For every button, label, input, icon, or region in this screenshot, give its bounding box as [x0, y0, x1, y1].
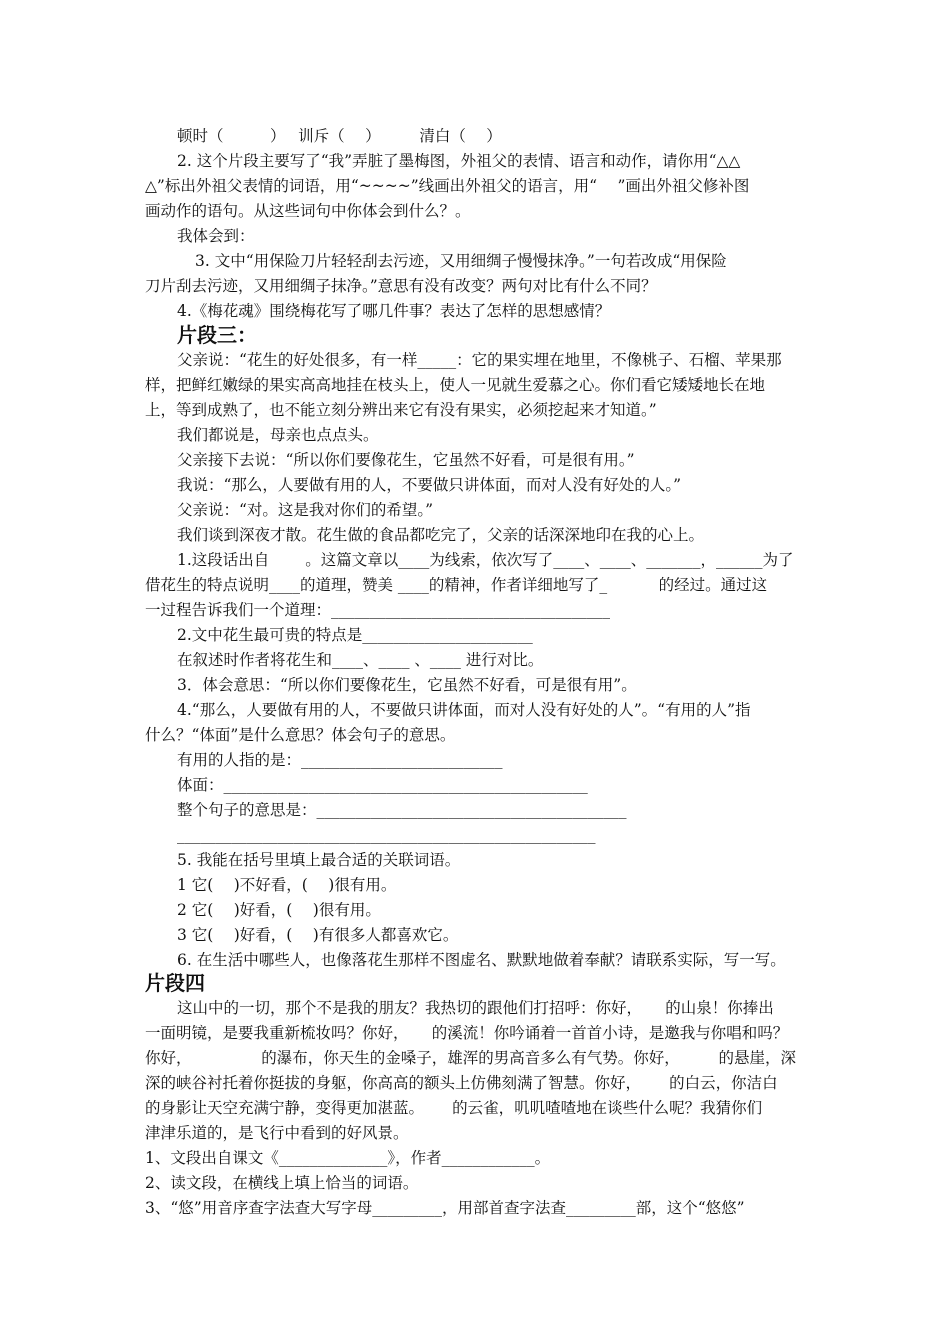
- text-line: 顿时（ ） 训斥（ ） 清白（ ）: [177, 127, 502, 145]
- question-line: 2 它( )好看，( )很有用。: [177, 901, 381, 919]
- text-line: 父亲接下去说：“所以你们要像花生，它虽然不好看，可是很有用。”: [177, 451, 635, 469]
- text-line: 3. 文中“用保险刀片轻轻刮去污迹，又用细绸子慢慢抹净。”一句若改成“用保险: [195, 252, 727, 270]
- question-line: 借花生的特点说明____的道理，赞美 ____的精神，作者详细地写了_ 的经过。通过这: [145, 576, 768, 594]
- text-line: 津津乐道的，是飞行中看到的好风景。: [145, 1124, 409, 1142]
- text-line: 深的峡谷衬托着你挺拔的身躯，你高高的额头上仿佛刻满了智慧。你好， 的白云，你洁白: [145, 1074, 778, 1092]
- text-line: 父亲说：“花生的好处很多，有一样_____：它的果实埋在地里，不像桃子、石榴、苹果那: [177, 351, 782, 369]
- text-line: 刀片刮去污迹，又用细绸子抹净。”意思有没有改变？两句对比有什么不同？: [145, 277, 657, 295]
- question-line: 什么？“体面”是什么意思？体会句子的意思。: [145, 726, 456, 744]
- text-line: 画动作的语句。从这些词句中你体会到什么？。: [145, 202, 471, 220]
- question-line: 1.这段话出自 。这篇文章以____为线索，依次写了____、____、_______，______为了: [177, 551, 794, 569]
- section-title: 片段三：: [177, 323, 257, 347]
- text-line: 样，把鲜红嫩绿的果实高高地挂在枝头上，使人一见就生爱慕之心。你们看它矮矮地长在地: [145, 376, 766, 394]
- answer-line: 整个句子的意思是：________________________________________: [177, 801, 627, 819]
- question-line: 一过程告诉我们一个道理：____________________________________: [145, 601, 611, 619]
- question-line: 3、“悠”用音序查字法查大写字母_________，用部首查字法查_________部，这个“悠悠”: [145, 1199, 745, 1217]
- answer-line: 有用的人指的是：__________________________: [177, 751, 503, 769]
- text-line: 2. 这个片段主要写了“我”弄脏了墨梅图，外祖父的表情、语言和动作，请你用“△△: [177, 152, 741, 170]
- answer-line: ______________________________________________________: [177, 826, 596, 844]
- answer-line: 体面：_______________________________________________: [177, 776, 588, 794]
- question-line: 2、读文段，在横线上填上恰当的词语。: [145, 1174, 419, 1192]
- question-line: 1 它( )不好看，( )很有用。: [177, 876, 397, 894]
- text-line: 4.《梅花魂》围绕梅花写了哪几件事？表达了怎样的思想感情？: [177, 302, 611, 320]
- text-line: 的身影让天空充满宁静，变得更加湛蓝。 的云雀，叽叽喳喳地在谈些什么呢？我猜你们: [145, 1099, 763, 1117]
- text-line: 我说：“那么，人要做有用的人，不要做只讲体面，而对人没有好处的人。”: [177, 476, 682, 494]
- question-line: 在叙述时作者将花生和____、____ 、____ 进行对比。: [177, 651, 544, 669]
- question-line: 4.“那么，人要做有用的人，不要做只讲体面，而对人没有好处的人”。“有用的人”指: [177, 701, 751, 719]
- question-line: 5. 我能在括号里填上最合适的关联词语。: [177, 851, 461, 869]
- section-title: 片段四: [145, 971, 205, 995]
- text-line: △”标出外祖父表情的词语，用“~~~~”线画出外祖父的语言，用“ ”画出外祖父修补图: [145, 177, 750, 195]
- question-line: 1、文段出自课文《______________》，作者____________。: [145, 1149, 551, 1167]
- text-line: 上，等到成熟了，也不能立刻分辨出来它有没有果实，必须挖起来才知道。”: [145, 401, 657, 419]
- text-line: 这山中的一切，那个不是我的朋友？我热切的跟他们打招呼：你好， 的山泉！你捧出: [177, 999, 774, 1017]
- question-line: 6. 在生活中哪些人，也像落花生那样不图虚名、默默地做着奉献？请联系实际，写一写。: [177, 951, 786, 969]
- text-line: 我们谈到深夜才散。花生做的食品都吃完了，父亲的话深深地印在我的心上。: [177, 526, 705, 544]
- question-line: 3．体会意思：“所以你们要像花生，它虽然不好看，可是很有用”。: [177, 676, 637, 694]
- text-line: 你好， 的瀑布，你天生的金嗓子，雄浑的男高音多么有气势。你好， 的悬崖，深: [145, 1049, 797, 1067]
- text-line: 父亲说：“对。这是我对你们的希望。”: [177, 501, 434, 519]
- text-line: 我体会到：: [177, 227, 255, 245]
- question-line: 2.文中花生最可贵的特点是______________________: [177, 626, 533, 644]
- text-line: 一面明镜，是要我重新梳妆吗？你好， 的溪流！你吟诵着一首首小诗，是邀我与你唱和吗？: [145, 1024, 789, 1042]
- text-line: 我们都说是，母亲也点点头。: [177, 426, 379, 444]
- question-line: 3 它( )好看，( )有很多人都喜欢它。: [177, 926, 459, 944]
